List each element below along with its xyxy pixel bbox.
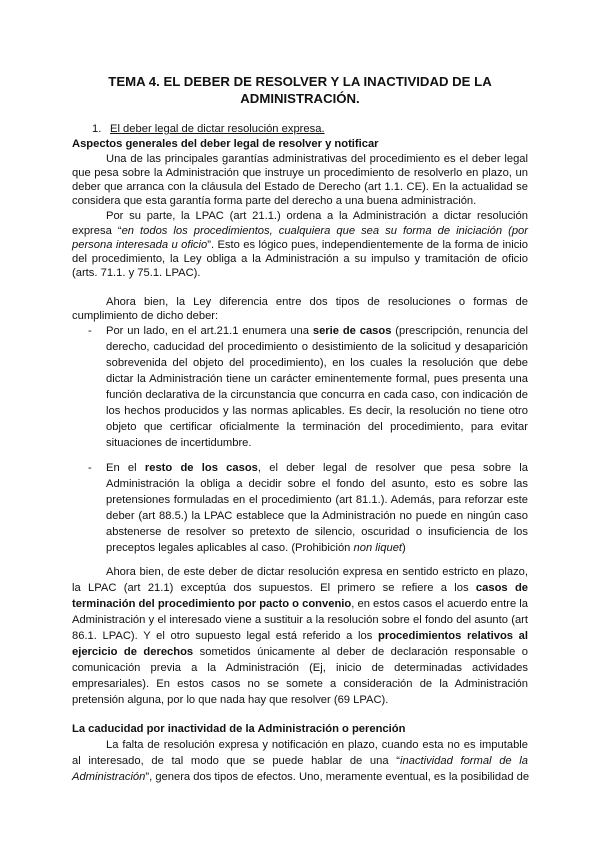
bullet1-line: situaciones de incertidumbre. [106, 437, 252, 449]
bullet-marker: - [88, 462, 92, 474]
p2-line: Por su parte, la LPAC (art 21.1.) ordena a la Administración a dictar resolución [106, 210, 528, 222]
p1-line: que pesa sobre la Administración que instruye un procedimiento de resolverlo en plazo, un [72, 167, 528, 179]
p2-line: del procedimiento, la Ley obliga a la Administración a su impulso y tramitación de oficio [72, 253, 528, 265]
p4-line: empresariales). En estos casos no se somete a consideración de la Administración [72, 678, 528, 690]
document-title [70, 73, 530, 107]
p4-line: terminación del procedimiento por pacto o convenio, en estos casos el acuerdo entre la [72, 598, 528, 610]
p2-line: expresa “en todos los procedimientos, cualquiera que sea su forma de iniciación (por [72, 225, 529, 237]
p1-line: Una de las principales garantías administrativas del procedimiento es el deber legal [106, 153, 528, 165]
title-line-1: TEMA 4. EL DEBER DE RESOLVER Y LA INACTIVIDAD DE LA [108, 74, 492, 89]
p2-line: persona interesada u oficio”. Esto es lógico pues, independientemente de la forma de inicio [72, 239, 528, 251]
p3-line: Ahora bien, la Ley diferencia entre dos tipos de resoluciones o formas de [106, 296, 528, 308]
bullet2-line: Administración la obliga a decidir sobre el fondo del asunto, esto es sobre las [106, 478, 528, 490]
bullet1-line: sobrevenida del objeto del procedimiento), en los cuales la resolución que debe [106, 357, 528, 369]
title-line-2: ADMINISTRACIÓN. [240, 91, 360, 106]
bullet2-line: pretensiones formuladas en el procedimiento (art 81.1.). Además, para reforzar este [106, 494, 528, 506]
subheading-aspectos: Aspectos generales del deber legal de resolver y notificar [72, 138, 379, 150]
p4-line: Ahora bien, de este deber de dictar resolución expresa en sentido estricto en plazo, [106, 566, 528, 578]
p1-line: deber que arranca con la cláusula del Estado de Derecho (art 1.1. CE). En la actualidad se [72, 181, 528, 193]
bullet2-line: abstenerse de resolver so pretexto de silencio, oscuridad o insuficiencia de los [106, 526, 528, 538]
p4-line: pretensión alguna, por lo que nada hay que resolver (69 LPAC). [72, 694, 389, 706]
bullet1-line: objeto que certificar oficialmente la terminación del procedimiento, para evitar [106, 421, 528, 433]
bullet1-line: función declarativa de la circunstancia que concurra en cada caso, con indicación de [106, 389, 528, 401]
bullet1-line: los hechos producidos y las normas aplicables. Es decir, la resolución no tiene otro [106, 405, 528, 417]
bullet1-line: dictar la Administración tiene un carácter eminentemente formal, pues presenta una [106, 373, 528, 385]
p5-line: Administración”, genera dos tipos de efectos. Uno, meramente eventual, es la posibilidad de [72, 771, 530, 783]
section-number: 1. [92, 123, 102, 135]
p4-line: ejercicio de derechos sometidos únicamente al deber de declaración responsable o [72, 646, 528, 658]
p4-line: Administración y el interesado viene a sustituir a la resolución sobre el fondo del asunto (art [72, 614, 528, 626]
p4-line: la LPAC (art 21.1) exceptúa dos supuestos. El primero se refiere a los casos de [72, 582, 528, 594]
bullet-marker: - [88, 325, 92, 337]
p5-line: al interesado, de tal modo que se puede hablar de una “inactividad formal de la [72, 755, 528, 767]
bullet2-line: preceptos legales aplicables al caso. (Prohibición non liquet) [106, 542, 406, 554]
p1-line: considera que esta garantía forma parte del derecho a una buena administración. [72, 195, 477, 207]
p4-line: comunicación previa a la Administración (Ej, inicio de determinadas actividades [72, 662, 528, 674]
p5-line: La falta de resolución expresa y notificación en plazo, cuando esta no es imputable [106, 739, 528, 751]
bullet1-line: derecho, caducidad del procedimiento o desistimiento de la solicitud y desaparición [106, 341, 528, 353]
bullet1-line: Por un lado, en el art.21.1 enumera una serie de casos (prescripción, renuncia del [106, 325, 528, 337]
bullet2-line: En el resto de los casos, el deber legal de resolver que pesa sobre la [106, 462, 528, 474]
bullet2-line: deber (art 88.5.) la LPAC establece que la Administración no puede en ningún caso [106, 510, 528, 522]
section-title: El deber legal de dictar resolución expresa. [110, 123, 325, 135]
p4-line: 86.1. LPAC). Y el otro supuesto legal está referido a los procedimientos relativos al [72, 630, 528, 642]
subheading-caducidad: La caducidad por inactividad de la Administración o perención [72, 723, 406, 735]
p2-line: (arts. 71.1. y 75.1. LPAC). [72, 267, 201, 279]
p3-line: cumplimiento de dicho deber: [72, 310, 219, 322]
